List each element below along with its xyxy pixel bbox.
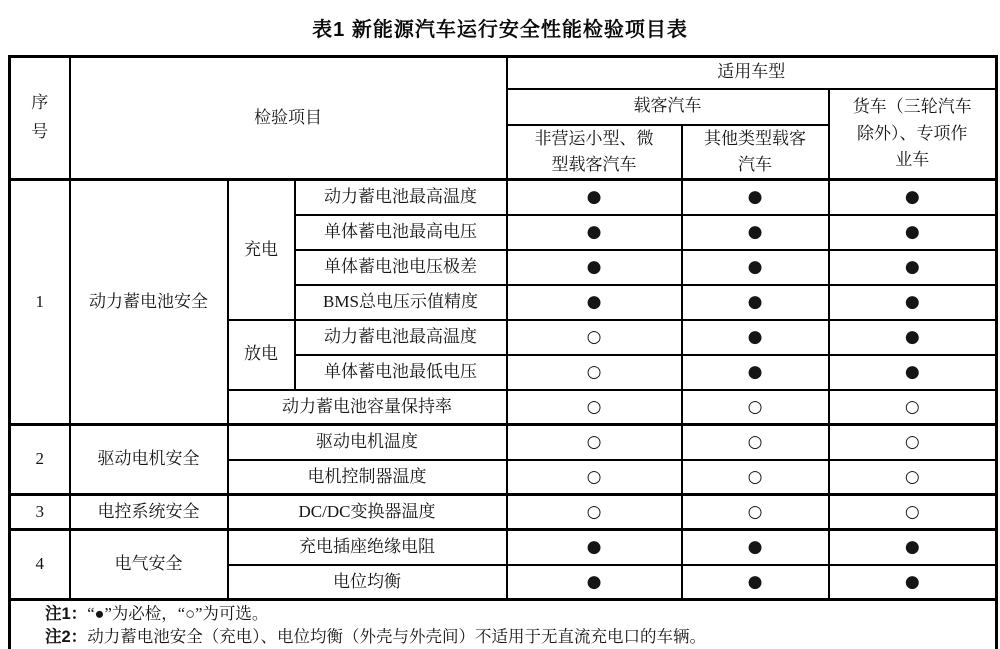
mark-cell: ○ <box>507 425 682 460</box>
mark-cell: ○ <box>682 390 829 425</box>
item-cell: 充电插座绝缘电阻 <box>228 530 507 565</box>
mark-cell: ● <box>682 565 829 600</box>
truck-column-header <box>829 89 997 180</box>
seq-cell: 2 <box>10 425 70 495</box>
mark-cell: ● <box>829 180 997 215</box>
mark-cell: ● <box>682 530 829 565</box>
mark-cell: ○ <box>829 425 997 460</box>
mark-cell: ○ <box>507 495 682 530</box>
mark-cell: ○ <box>829 495 997 530</box>
passenger-vehicle-header: 载客汽车 <box>507 89 829 125</box>
nonoperating-small-column-header <box>507 125 682 180</box>
mark-cell: ● <box>507 285 682 320</box>
seq-column-header <box>10 57 70 180</box>
page-title: 表1 新能源汽车运行安全性能检验项目表 <box>312 19 688 41</box>
mark-cell: ● <box>682 250 829 285</box>
mark-cell: ● <box>507 530 682 565</box>
table-row <box>10 180 997 215</box>
note-line-2 <box>45 626 989 649</box>
note1-text: “●”为必检，“○”为可选。 <box>87 604 269 624</box>
seq-cell: 1 <box>10 180 70 425</box>
mark-cell: ● <box>829 355 997 390</box>
mark-cell: ○ <box>829 460 997 495</box>
item-cell: 单体蓄电池电压极差 <box>295 250 507 285</box>
header-row-top <box>10 57 997 89</box>
group-cell: 驱动电机安全 <box>70 425 228 495</box>
mark-cell: ○ <box>507 390 682 425</box>
item-cell: 电机控制器温度 <box>228 460 507 495</box>
mark-cell: ● <box>682 355 829 390</box>
table-row <box>10 425 997 460</box>
seq-cell: 3 <box>10 495 70 530</box>
note1-label: 注1： <box>45 605 88 624</box>
seq-cell: 4 <box>10 530 70 600</box>
item-cell: 动力蓄电池最高温度 <box>295 180 507 215</box>
mark-cell: ● <box>829 285 997 320</box>
mode-cell-charge: 充电 <box>228 180 295 320</box>
item-cell: 单体蓄电池最低电压 <box>295 355 507 390</box>
mark-cell: ● <box>682 320 829 355</box>
group-cell: 电气安全 <box>70 530 228 600</box>
mark-cell: ● <box>829 565 997 600</box>
sub1-header-label: 非营运小型、微型载客汽车 <box>534 128 654 174</box>
seq-header-label: 序号 <box>31 93 49 142</box>
notes-row <box>10 600 997 649</box>
mark-cell: ● <box>507 215 682 250</box>
note-line-1 <box>45 603 989 626</box>
group-cell: 电控系统安全 <box>70 495 228 530</box>
note2-text: 动力蓄电池安全（充电）、电位均衡（外壳与外壳间）不适用于无直流充电口的车辆。 <box>87 626 706 646</box>
truck-header-label: 货车（三轮汽车除外）、专项作业车 <box>852 97 972 170</box>
other-passenger-column-header <box>682 125 829 180</box>
mark-cell: ● <box>829 215 997 250</box>
mark-cell: ○ <box>682 425 829 460</box>
mark-cell: ○ <box>829 390 997 425</box>
mark-cell: ○ <box>507 460 682 495</box>
mark-cell: ● <box>682 215 829 250</box>
mark-cell: ● <box>507 565 682 600</box>
inspection-items-table <box>8 55 998 649</box>
note2-label: 注2： <box>45 627 88 646</box>
group-cell: 动力蓄电池安全 <box>70 180 228 425</box>
mark-cell: ● <box>507 180 682 215</box>
mark-cell: ● <box>507 250 682 285</box>
mark-cell: ● <box>829 320 997 355</box>
item-cell: DC/DC变换器温度 <box>228 495 507 530</box>
item-column-header: 检验项目 <box>70 57 507 180</box>
mark-cell: ○ <box>507 320 682 355</box>
mark-cell: ● <box>682 180 829 215</box>
item-cell: 动力蓄电池最高温度 <box>295 320 507 355</box>
item-cell: 驱动电机温度 <box>228 425 507 460</box>
mark-cell: ● <box>829 250 997 285</box>
notes-cell <box>10 600 997 649</box>
mark-cell: ○ <box>682 495 829 530</box>
mark-cell: ● <box>829 530 997 565</box>
applicable-vehicle-header: 适用车型 <box>507 57 997 89</box>
table-row <box>10 495 997 530</box>
item-cell: 动力蓄电池容量保持率 <box>228 390 507 425</box>
item-cell: 单体蓄电池最高电压 <box>295 215 507 250</box>
sub2-header-label: 其他类型载客汽车 <box>704 128 807 174</box>
mark-cell: ● <box>682 285 829 320</box>
table-row <box>10 530 997 565</box>
item-cell: 电位均衡 <box>228 565 507 600</box>
mark-cell: ○ <box>682 460 829 495</box>
mark-cell: ○ <box>507 355 682 390</box>
mode-cell-discharge: 放电 <box>228 320 295 390</box>
item-cell: BMS总电压示值精度 <box>295 285 507 320</box>
